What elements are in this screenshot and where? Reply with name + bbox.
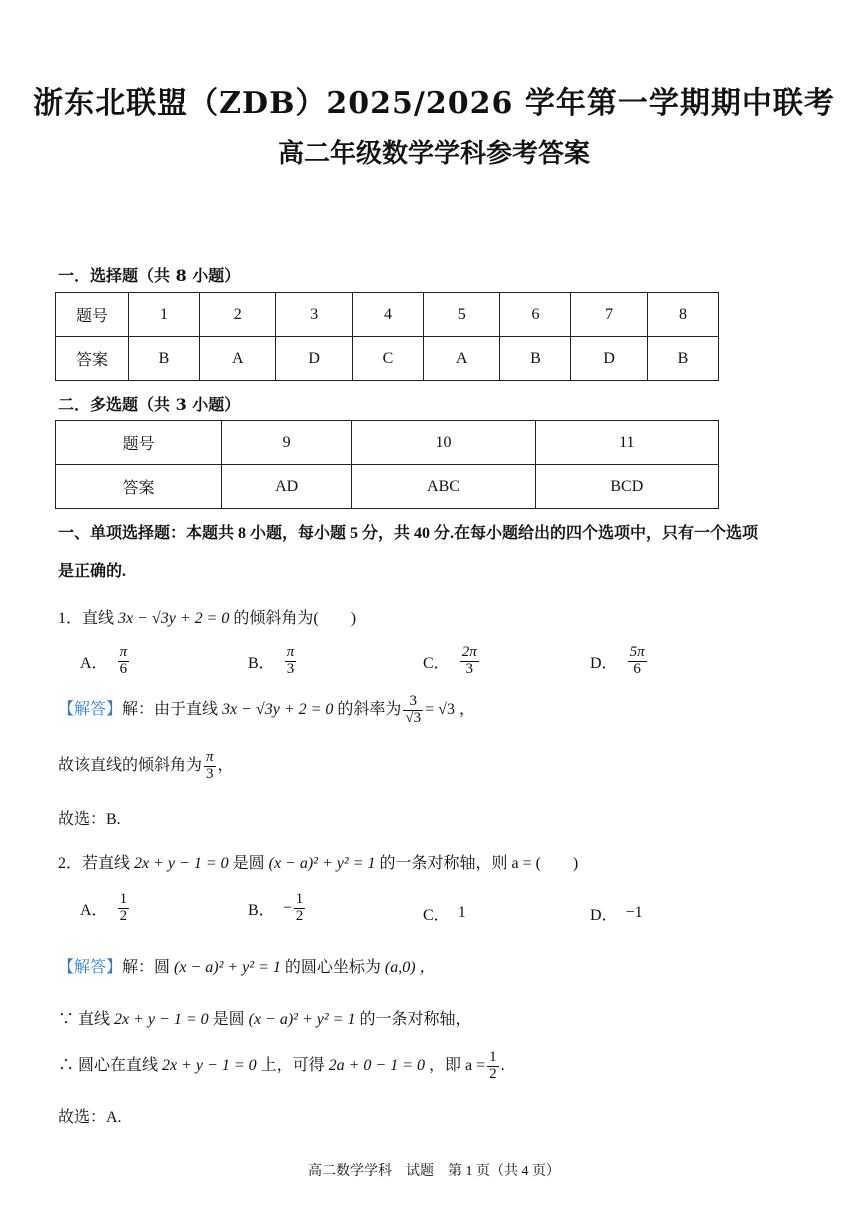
solution-text: 的一条对称轴，	[359, 1011, 472, 1028]
q2-solution-line2	[58, 1006, 471, 1029]
table-row	[56, 337, 719, 381]
q2-stem-prefix: 2．若直线	[58, 855, 131, 872]
solution-text: 上，可得	[260, 1056, 325, 1074]
q1-stem-suffix: 的倾斜角为( )	[233, 610, 357, 627]
question-number: 6	[500, 293, 571, 337]
option-letter: B．	[248, 654, 275, 672]
option-letter: C．	[423, 654, 450, 672]
solution-equation: 2a + 0 − 1 = 0	[328, 1056, 426, 1074]
table-row	[56, 421, 719, 465]
question-number: 4	[352, 293, 423, 337]
solution-text: ，即 a =	[429, 1056, 486, 1074]
solution-equation: 2x + y − 1 = 0	[162, 1056, 257, 1074]
q1-stem-prefix: 1．直线	[58, 610, 115, 627]
answer-cell: B	[129, 337, 200, 381]
q2-option-a	[80, 892, 131, 925]
frac-denominator: 2	[119, 907, 128, 924]
multi-choice-answer-table	[55, 420, 719, 509]
q2-stem-mid: 是圆	[232, 855, 265, 872]
solution-text: 解：由于直线	[122, 700, 219, 718]
frac-numerator: 1	[489, 1049, 497, 1065]
solution-text: ∵ 直线	[58, 1011, 111, 1028]
question-1-stem	[58, 605, 356, 628]
q2-stem-suffix: 的一条对称轴，则 a = ( )	[379, 855, 579, 872]
q2-equation-line: 2x + y − 1 = 0	[134, 855, 229, 872]
section-intro-line1: 一、单项选择题：本题共 8 小题，每小题 5 分，共 40 分.在每小题给出的四个选项中，只有一个选项	[58, 525, 759, 542]
q2-solution-line3	[58, 1050, 505, 1083]
option-value: −1	[625, 904, 643, 922]
solution-text: .	[500, 1056, 505, 1074]
solution-text: ，	[217, 756, 234, 774]
q2-option-c	[423, 902, 466, 925]
option-value: 1	[457, 904, 466, 922]
solution-tag: 【解答】	[58, 959, 123, 976]
solution-text: ∴ 圆心在直线	[58, 1056, 159, 1074]
question-2-stem	[58, 850, 578, 873]
question-number: 2	[200, 293, 276, 337]
q1-solution-line2	[58, 750, 234, 783]
option-letter: D．	[590, 654, 618, 672]
frac-denominator: 2	[295, 907, 304, 924]
question-number: 9	[222, 421, 352, 465]
question-number: 1	[129, 293, 200, 337]
multi-choice-heading: 二．多选题（共 3 小题）	[58, 395, 241, 414]
frac-numerator: 1	[119, 891, 128, 907]
q1-solution-line1	[58, 694, 475, 727]
table-row-label: 题号	[56, 421, 222, 465]
frac-denominator: 2	[489, 1065, 497, 1082]
question-number: 3	[276, 293, 352, 337]
answer-cell: B	[647, 337, 718, 381]
option-letter: A．	[80, 901, 108, 919]
frac-numerator: 3	[403, 694, 423, 711]
answer-cell: D	[571, 337, 647, 381]
answer-cell: BCD	[535, 465, 718, 509]
answer-cell: D	[276, 337, 352, 381]
answer-cell: AD	[222, 465, 352, 509]
answer-cell: A	[423, 337, 499, 381]
table-row	[56, 465, 719, 509]
section-intro-line2: 是正确的.	[58, 563, 127, 580]
answer-cell: ABC	[352, 465, 535, 509]
frac-denominator: 6	[633, 660, 641, 677]
single-choice-answer-table	[55, 292, 719, 381]
frac-denominator: 6	[119, 660, 128, 677]
q2-option-d	[590, 902, 643, 925]
question-number: 11	[535, 421, 718, 465]
answer-cell: C	[352, 337, 423, 381]
frac-numerator: π	[206, 749, 214, 765]
q2-equation-circle: (x − a)² + y² = 1	[268, 855, 376, 872]
answer-cell: B	[500, 337, 571, 381]
q1-option-a	[80, 645, 131, 678]
solution-equation: 2x + y − 1 = 0	[114, 1011, 209, 1028]
question-number: 7	[571, 293, 647, 337]
q2-solution-line4: 故选：A.	[58, 1109, 122, 1126]
solution-text: 是圆	[212, 1011, 245, 1028]
answer-cell: A	[200, 337, 276, 381]
solution-text: 的斜率为	[337, 700, 402, 718]
table-row-label: 答案	[56, 337, 129, 381]
frac-denominator: 3	[465, 660, 473, 677]
q1-option-b	[248, 645, 298, 678]
solution-equation: (x − a)² + y² = 1	[174, 959, 281, 976]
solution-equation: (a,0) ，	[384, 959, 436, 976]
single-choice-heading: 一．选择题（共 8 小题）	[58, 266, 241, 285]
table-row-label: 题号	[56, 293, 129, 337]
frac-numerator: 5π	[629, 644, 645, 660]
solution-text: 解：圆	[122, 959, 171, 976]
question-number: 5	[423, 293, 499, 337]
frac-numerator: π	[286, 644, 295, 660]
frac-numerator: 1	[295, 891, 304, 907]
q1-equation: 3x − √3y + 2 = 0	[118, 610, 230, 627]
solution-text: = √3 ，	[425, 700, 475, 718]
page-footer: 高二数学学科 试题 第 1 页（共 4 页）	[308, 1164, 560, 1179]
question-number: 8	[647, 293, 718, 337]
q2-option-b	[248, 892, 307, 925]
frac-denominator: √3	[405, 709, 422, 726]
q2-solution-line1	[58, 954, 436, 977]
q1-solution-line3: 故选：B.	[58, 811, 121, 828]
option-letter: C．	[423, 907, 450, 924]
solution-equation: 3x − √3y + 2 = 0	[222, 700, 334, 718]
document-title: 浙东北联盟（ZDB）2025/2026 学年第一学期期中联考	[33, 86, 835, 121]
question-number: 10	[352, 421, 535, 465]
solution-equation: (x − a)² + y² = 1	[248, 1011, 356, 1028]
solution-text: 故该直线的倾斜角为	[58, 756, 203, 774]
q1-option-d	[590, 645, 649, 678]
solution-text: 的圆心坐标为	[284, 959, 381, 976]
document-subtitle: 高二年级数学学科参考答案	[277, 139, 590, 169]
option-letter: D．	[590, 907, 618, 924]
minus-sign: −	[282, 899, 292, 917]
solution-tag: 【解答】	[58, 700, 123, 718]
frac-numerator: π	[119, 644, 128, 660]
option-letter: B．	[248, 901, 275, 919]
table-row-label: 答案	[56, 465, 222, 509]
frac-denominator: 3	[286, 660, 295, 677]
q1-option-c	[423, 645, 481, 678]
option-letter: A．	[80, 654, 108, 672]
frac-numerator: 2π	[461, 644, 477, 660]
frac-denominator: 3	[206, 765, 214, 782]
table-row	[56, 293, 719, 337]
